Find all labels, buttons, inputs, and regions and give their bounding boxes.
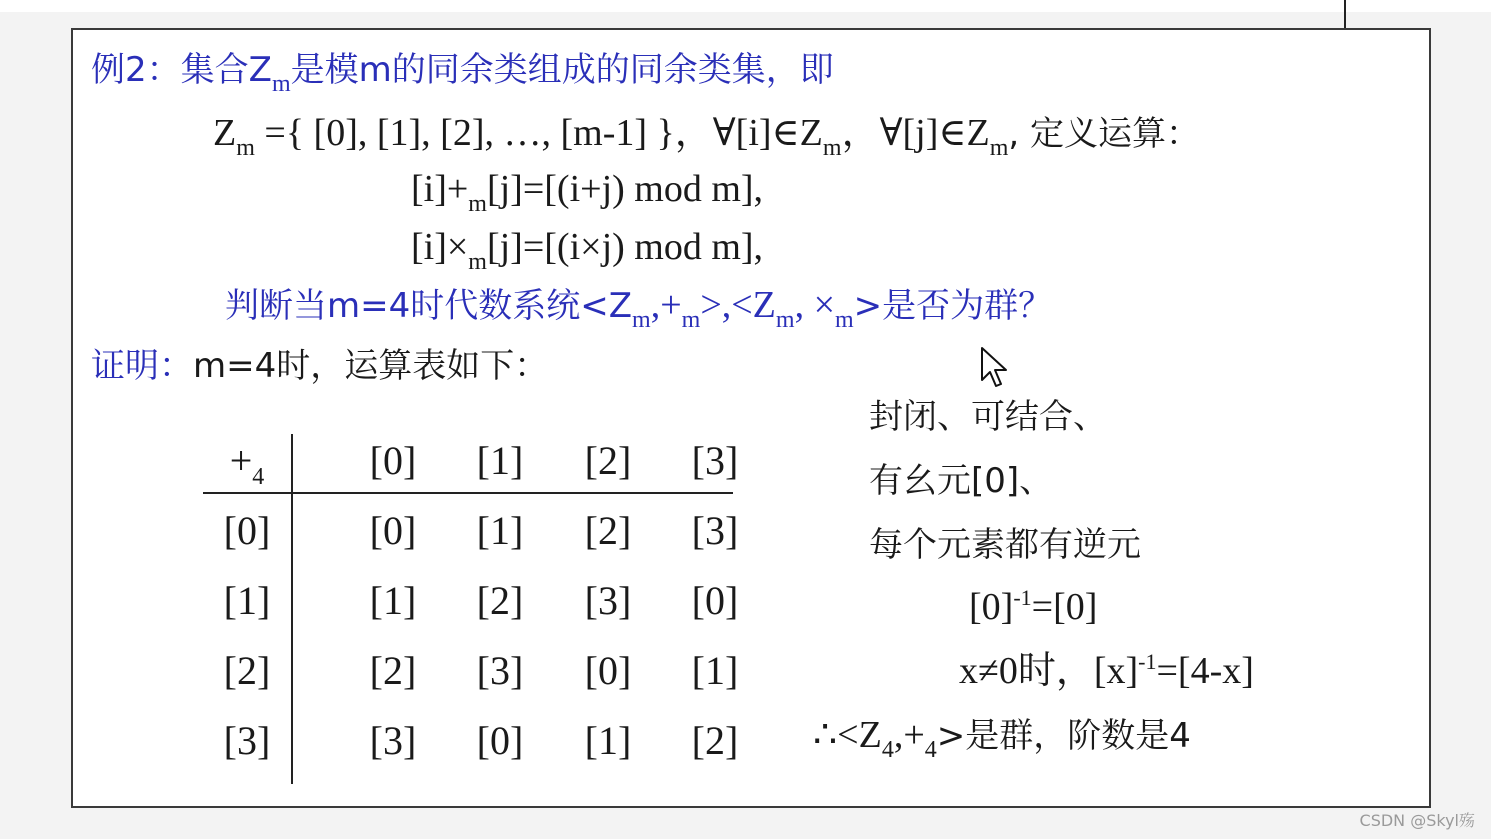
table-cell: [2] [584,508,632,553]
addition-definition: $[i]+_m[j]=[(i+j)$ mod m], [411,168,764,217]
table-row-label: [2] [223,648,271,693]
table-cell: [3] [369,718,417,763]
table-row-label: [3] [223,718,271,763]
top-strip [0,0,1491,12]
proof-line: 证明：m=4时，运算表如下： [91,346,549,386]
slide-frame [71,28,1431,808]
table-header-cell: [1] [476,438,524,483]
inverse-x: x≠0时，$[x]^{-1}=[4-x]$ [959,649,1254,692]
table-row-label: [0] [223,508,271,553]
conclusion: $\therefore<Z_4,+_4>$是群，阶数是4 [813,714,1191,763]
watermark: CSDN @Skyl殇 [1359,811,1475,830]
table-cell: [0] [584,648,632,693]
table-row-label: [1] [223,578,271,623]
table-header-cell: [2] [584,438,632,483]
table-cell: [1] [369,578,417,623]
table-cell: [3] [476,648,524,693]
note-closure: 封闭、可结合、 [869,397,1107,437]
table-cell: [1] [691,648,739,693]
table-cell: [2] [476,578,524,623]
table-cell: [0] [476,718,524,763]
set-definition: $Z_m$ ={ [0], [1], [2], …, [m-1] }，$\forall[i]\in Z_m$，$\forall[j]\in Z_m$, 定义运算： [213,112,1201,161]
table-operator: $+_4$ [229,438,265,490]
table-cell: [0] [691,578,739,623]
multiplication-definition: $[i]\times_m[j]=[(i\times j)$ mod m], [411,226,764,275]
mouse-cursor-icon [980,346,1008,390]
table-cell: [2] [691,718,739,763]
table-header-cell: [0] [369,438,417,483]
example-title: 例2：集合$Z_m$是模m的同余类组成的同余类集，即 [91,50,834,97]
table-cell: [3] [584,578,632,623]
table-cell: [1] [584,718,632,763]
table-cell: [1] [476,508,524,553]
question-line: 判断当m=4时代数系统$<Z_m,+_m>,<Z_m$, $\times_m>$是否为群？ [225,284,1053,333]
inverse-zero: $[0]^{-1}=[0]$ [969,585,1098,628]
table-cell: [2] [369,648,417,693]
table-cell: [3] [691,508,739,553]
cayley-table [203,430,739,790]
table-header-cell: [3] [691,438,739,483]
table-cell: [0] [369,508,417,553]
table-vertical-rule [291,434,293,784]
note-inverse: 每个元素都有逆元 [869,525,1141,565]
table-horizontal-rule [203,492,733,494]
note-identity: 有幺元[0]、 [869,461,1054,501]
